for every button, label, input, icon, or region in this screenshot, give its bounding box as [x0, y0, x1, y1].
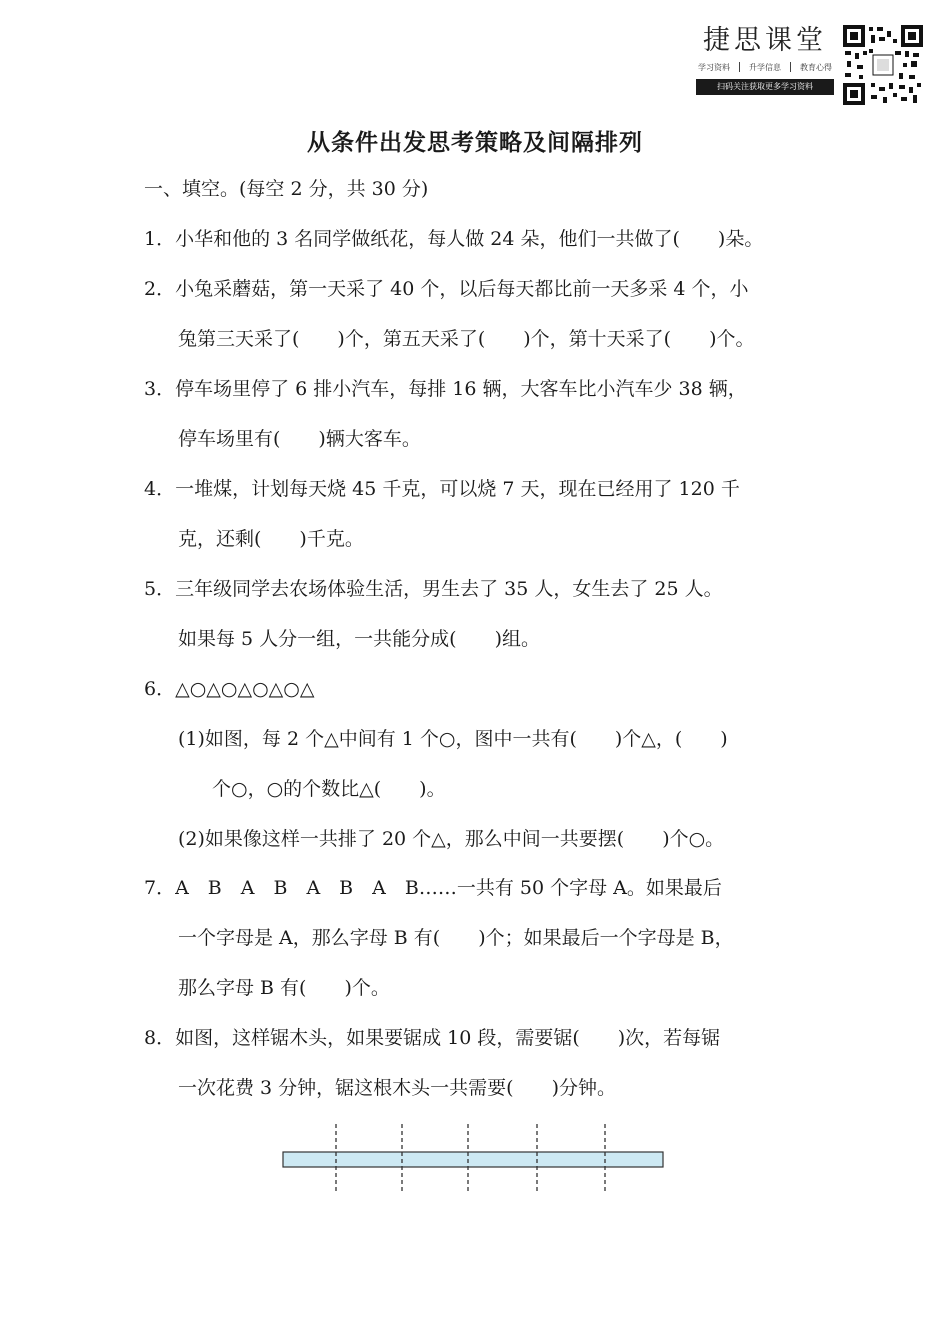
- divider: [790, 62, 791, 72]
- question-3-line-1: 3．停车场里停了 6 排小汽车，每排 16 辆，大客车比小汽车少 38 辆，: [144, 378, 747, 400]
- divider: [739, 62, 740, 72]
- question-5-line-1: 5．三年级同学去农场体验生活，男生去了 35 人，女生去了 25 人。: [144, 578, 723, 600]
- question-2-line-1: 2．小兔采蘑菇，第一天采了 40 个，以后每天都比前一天多采 4 个，小: [144, 278, 749, 300]
- question-6: 6．△○△○△○△○△: [144, 678, 315, 700]
- brand-tag: 教育心得: [800, 63, 832, 72]
- page-title: 从条件出发思考策略及间隔排列: [307, 130, 643, 156]
- question-1: 1．小华和他的 3 名同学做纸花，每人做 24 朵，他们一共做了( )朵。: [144, 228, 764, 250]
- question-3-line-2: 停车场里有( )辆大客车。: [178, 428, 421, 450]
- question-6-part-2: (2)如果像这样一共排了 20 个△，那么中间一共要摆( )个○。: [178, 828, 725, 850]
- brand-name: 捷思课堂: [703, 25, 827, 56]
- qr-caption: 扫码关注获取更多学习资料: [696, 79, 834, 95]
- question-7-line-1: 7．A B A B A B A B……一共有 50 个字母 A。如果最后: [144, 877, 722, 899]
- question-8-line-1: 8．如图，这样锯木头，如果要锯成 10 段，需要锯( )次，若每锯: [144, 1027, 721, 1049]
- question-6-part-1-line-1: (1)如图，每 2 个△中间有 1 个○，图中一共有( )个△，( ): [178, 728, 728, 750]
- brand-block: [696, 24, 834, 95]
- brand-tags: [696, 62, 834, 73]
- question-4-line-2: 克，还剩( )千克。: [178, 528, 364, 550]
- question-7-line-3: 那么字母 B 有( )个。: [178, 977, 390, 999]
- section-heading: 一、填空。(每空 2 分，共 30 分): [144, 178, 429, 200]
- brand-tag: 升学信息: [749, 63, 781, 72]
- question-7-line-2: 一个字母是 A，那么字母 B 有( )个；如果最后一个字母是 B，: [178, 927, 734, 949]
- question-2-line-2: 兔第三天采了( )个，第五天采了( )个，第十天采了( )个。: [178, 328, 755, 350]
- question-4-line-1: 4．一堆煤，计划每天烧 45 千克，可以烧 7 天，现在已经用了 120 千: [144, 478, 740, 500]
- question-5-line-2: 如果每 5 人分一组，一共能分成( )组。: [178, 628, 540, 650]
- qr-code-icon: [843, 25, 923, 105]
- log-diagram: [282, 1122, 664, 1198]
- question-8-line-2: 一次花费 3 分钟，锯这根木头一共需要( )分钟。: [178, 1077, 616, 1099]
- log-bar: [283, 1152, 663, 1167]
- question-6-part-1-line-2: 个○，○的个数比△( )。: [212, 778, 446, 800]
- brand-tag: 学习资料: [698, 63, 730, 72]
